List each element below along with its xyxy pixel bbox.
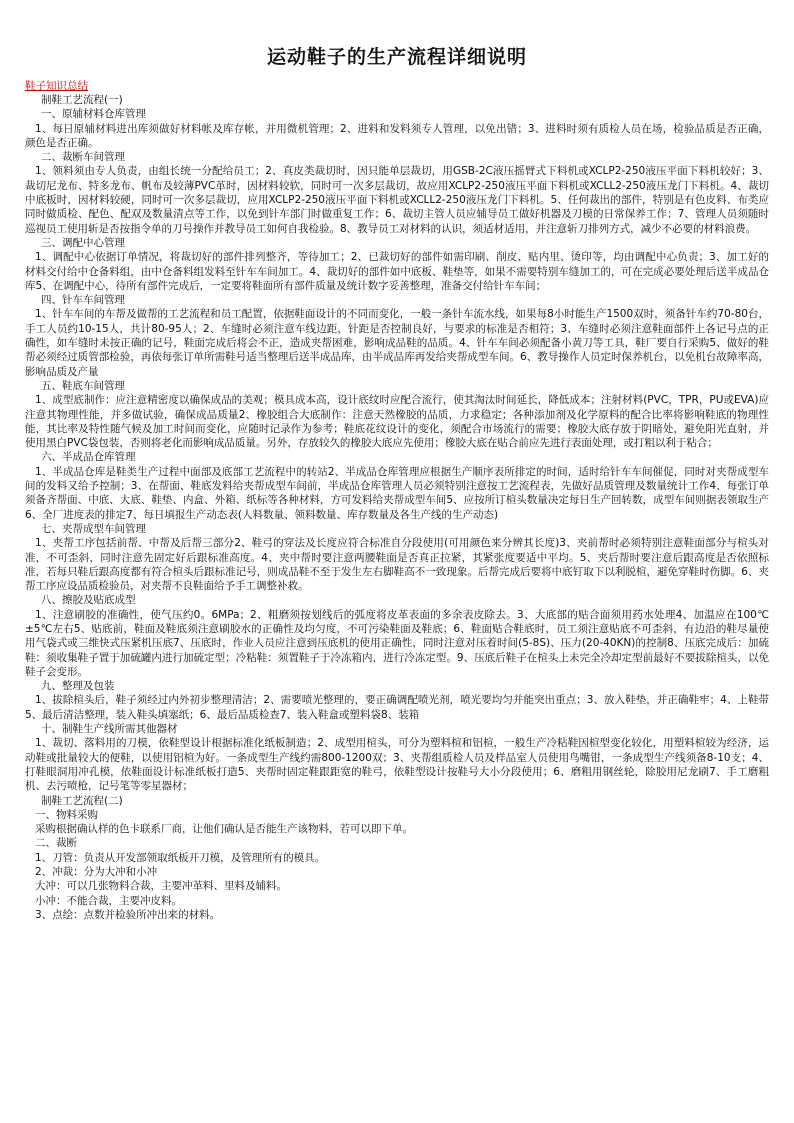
subsection-heading: 五、鞋底车间管理 [41, 379, 125, 392]
subsection-heading: 三、调配中心管理 [41, 236, 125, 249]
page-title: 运动鞋子的生产流程详细说明 [266, 46, 527, 68]
paragraph: 1、针车车间的车帮及做帮的工艺流程和员工配置，依据鞋面设计的不同而变化，一般一条针车流水线，如果每8小时能生产1500双时，须备针车约70-80台，手工人员约10-15人，共计80-95人；2、车缝时必须注意车线边距，针距是否控制良好，与要求的标准是否相符；3、车缝时必须注意鞋面部件上各记号点的正确性，如车缝时未按正确的记号，鞋面完成后将会不正，造成夹帮困难，影响成品鞋的品质。4、针车车间必须配备小黄刀等工具，鞋厂要自行采购5、做好的鞋帮必须经过质管部检验，再依每张订单所需鞋号适当整理后送半成品库，由半成品库再发给夹帮成型车间。6、教导操作人员定时保养机台，以免机台故障率高，影响品质及产量 [25, 308, 769, 378]
subsection-heading: 四、针车车间管理 [41, 294, 125, 307]
section-heading: 制鞋工艺流程(一) [41, 94, 123, 106]
subsection-heading: 八、擦胶及贴底成型 [41, 594, 136, 607]
paragraph: 1、注意刷胶的准确性，使气压约0。6MPa；2、粗磨须按划线后的弧度将皮革表面的多余表皮除去。3、大底部的贴合面须用药水处理4、加温应在100℃±5℃左右5、贴底前，鞋面及鞋底须注意刷胶水的正确性及均匀度，不可污染鞋面及鞋底；6、鞋面贴合鞋底时，员工须注意贴底不可歪斜，有边沿的鞋尽量使用气袋式或三维快式压紧机压底7、压底时，作业人员应注意到压底机的使用正确性，同时注意对压着时间(5-8S)、压力(20-40KN)的控制8、压底完成后：加硫鞋：须收集鞋子置于加硫罐内进行加硫定型；冷粘鞋：须置鞋子于冷冻箱内，进行冷冻定型。9、压底后鞋子在楦头上未完全冷却定型前最好不要拔除楦头，以免鞋子会变形。 [25, 608, 769, 678]
text-line: 大冲：可以几张物料合裁，主要冲革料、里料及辅料。 [35, 880, 287, 893]
paragraph: 1、每日原辅材料进出库须做好材料帐及库存帐，并用微机管理；2、进料和发料须专人管理，以免出错；3、进料时须有质检人员在场，检验品质是否正确，颜色是否正确。 [25, 122, 769, 149]
subsection-heading: 九、整理及包装 [41, 680, 115, 693]
section-heading: 制鞋工艺流程(二) [41, 794, 123, 807]
subsection-heading: 二、裁断车间管理 [41, 151, 125, 164]
text-line: 3、点绘：点数并检验所冲出来的材料。 [35, 908, 221, 921]
subsection-heading: 十、制鞋生产线所需其他器材 [41, 723, 178, 736]
text-line: 一、物料采购 [35, 808, 98, 821]
paragraph: 1、夹帮工序包括前帮、中帮及后帮三部分2、鞋弓的穿法及长度应符合标准自分段使用(可用颜色来分辨其长度)3、夹前帮时必须特别注意鞋面部分与楦头对准，不可歪斜，同时注意先固定好后跟标准高度。4、夹中帮时要注意两腰鞋面是否真正拉紧，其紧张度要适中平均。5、夹后帮时要注意后跟高度是否依照标准，若每只鞋后跟高度都有符合楦头后跟标准记号，则成品鞋不至于发生左右脚鞋高不一致现象。后帮完成后要将中底钉取下以利脱楦，避免穿鞋时伤脚。6、夹帮工序应设品质检验员，对夹帮不良鞋面给予手工调整补救。 [25, 537, 769, 593]
shoe-knowledge-link[interactable]: 鞋子知识总结 [25, 80, 88, 92]
text-line: 采购根据确认样的色卡联系厂商，让他们确认是否能生产该物料，若可以即下单。 [35, 823, 413, 836]
text-line: 小冲：不能合裁，主要冲皮料。 [35, 894, 182, 907]
subsection-heading: 七、夹帮成型车间管理 [41, 522, 146, 535]
text-line: 二、裁断 [35, 837, 77, 850]
paragraph: 1、成型底制作：应注意精密度以确保成品的美观；模具成本高，设计底纹时应配合流行，使其淘汰时间延长，降低成本；注射材料(PVC，TPR，PU或EVA)应注意其物理性能，并多做试验，确保成品质量2、橡胶组合大底制作：注意天然橡胶的品质，力求稳定；各种添加剂及化学原料的配合比率将影响鞋底的物理性能，其比率及特性随气候及加工时间而变化，应随时记录作为参考；鞋底花纹设计的变化，须配合市场流行的需要；橡胶大底存放于阴暗处，避免阳光直射，并使用黑白PVC袋包装，否则将老化而影响成品质量。另外，存放较久的橡胶大底应先使用；橡胶大底在贴合前应先进行表面处理，或打粗以利于粘合； [25, 394, 769, 450]
text-line: 2、冲裁：分为大冲和小冲 [35, 866, 158, 879]
subsection-heading: 六、半成品仓库管理 [41, 451, 136, 464]
paragraph: 1、调配中心依据订单情况，将裁切好的部件排列整齐，等待加工；2、已裁切好的部件如需印刷、削皮、贴内里、烫印等，均由调配中心负责；3、加工好的材料交付给中仓备料组，由中仓备料组发料至针车车间加工。4、裁切好的部件如中底板、鞋垫等，如果不需要特别车缝加工的，可在完成必要处理后送半成品仓库5、在调配中心，待所有部件完成后，一定要将鞋面所有部件质量及统计数字妥善整理，准备交付给针车车间； [25, 251, 769, 292]
paragraph: 1、拔除楦头后，鞋子须经过内外初步整理清洁；2、需要喷光整理的，要正确调配喷光剂，喷光要均匀并能突出重点；3、放入鞋垫，并正确鞋牢；4、上鞋带5、最后清洁整理，装入鞋头填塞纸；6、最后品质检查7、装入鞋盒或塑料袋8、装箱 [25, 694, 769, 721]
paragraph: 1、裁切、落料用的刀模，依鞋型设计根据标准化纸板制造；2、成型用楦头，可分为塑料楦和铝楦，一般生产冷粘鞋因楦型变化较化，用塑料楦较为经济，运动鞋或批量较大的便鞋，以使用铝楦为好。一条成型生产线约需800-1200双；3、夹帮组质检人员及样品室人员使用鸟嘴钳，一条成型生产线须备8-10支；4、打鞋眼洞用冲孔模，依鞋面设计标准纸板打造5、夹帮时固定鞋跟距宽的鞋弓，依鞋型设计按鞋号大小分段使用；6、磨粗用钢丝轮，除胶用尼龙刷7、手工磨粗机、去污喷枪，记号笔等零星器材； [25, 737, 769, 793]
paragraph: 1、领料须由专人负责，由组长统一分配给员工；2、真皮类裁切时，因只能单层裁切，用GSB-2C液压摇臂式下料机或XCLP2-250液压平面下料机较好；3、裁切尼龙布、特多龙布、帆布及较薄PVC革时，因材料较软，同时可一次多层裁切，故应用XCLP2-250液压平面下料机或XCLL2-250液压龙门下料机。4、裁切中底板时，因材料较硬，同时可一次多层裁切，应用XCLP2-250液压平面下料机或XCLL2-250液压龙门下料机。5、任何裁出的部件，特别是有色皮料、布类应同时做质检、配色、配双及数量清点等工作，以免到针车部门时做重复工作；6、裁切主管人员应辅导员工做好机器及刀模的日常保养工作；7、管理人员须随时巡视员工使用斩是否按指令单的刀号操作并教导员工如何自我检验。8、教导员工对材料的认识，须适材适用，并注意斩刀排列方式，减少不必要的材料浪费。 [25, 165, 769, 235]
text-line: 1、刀管：负责从开发部领取纸板开刀模，及管理所有的模具。 [35, 851, 326, 864]
paragraph: 1、半成品仓库是鞋类生产过程中面部及底部工艺流程中的转站2、半成品仓库管理应根据生产顺序表所排定的时间，适时给针车车间催促，同时对夹帮成型车间的发料又给予控制；3、在帮面、鞋底发料给夹帮成型车间前，半成品仓库管理人员必须特别注意按工艺流程表，先做好品质管理及数量统计工作4、每张订单须备齐帮面、中底、大底、鞋垫、内盒、外箱、纸标等各种材料，方可发料给夹帮成型车间5、应按所订楦头数量决定每日生产回转数，成型车间则据表领取生产6、全厂进度表的排定7、每日填报生产动态表(人料数量、领料数量、库存数量及各生产线的生产动态) [25, 465, 769, 521]
document-body [25, 93, 769, 922]
subsection-heading: 一、原辅材料仓库管理 [41, 108, 146, 121]
